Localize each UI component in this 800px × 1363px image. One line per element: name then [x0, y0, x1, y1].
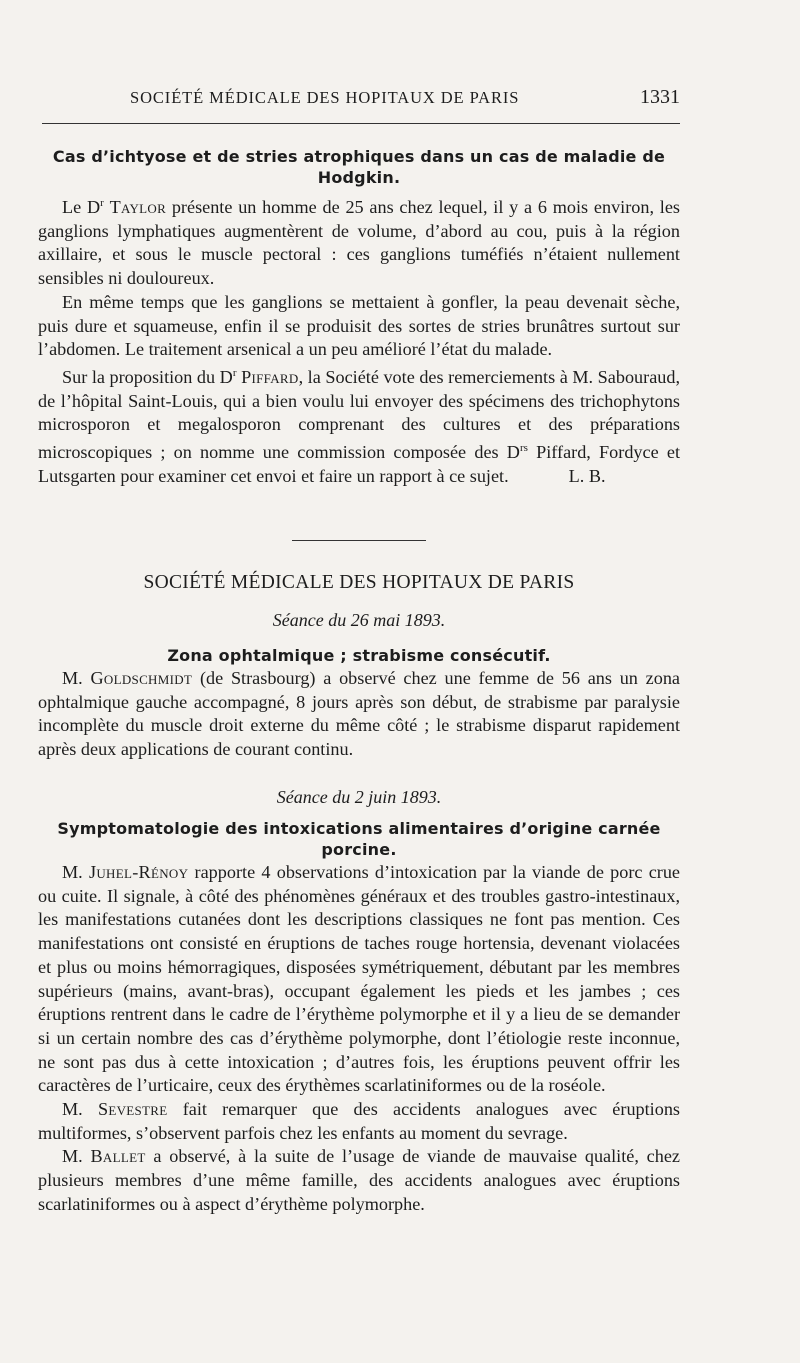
article-zona	[38, 645, 680, 666]
paragraph: M. Juhel-Rénoy rapporte 4 observations d’intoxication par la viande de porc crue ou cuite. Il signale, à côté des phénomènes généraux et des troubles gastro-intestinaux, les manifestations cutanées dont les descriptions classiques ne font pas mention. Ces manifestations ont consisté en éruptions de taches rouge hortensia, devenant violacées et plus ou moins hémorragiques, disposées symétriquement, débutant par les membres supérieurs (mains, avant-bras), occupant également les pieds et les jambes ; ces éruptions rentrent dans le cadre de l’érythème polymorphe et il y a lieu de se demander si un certain nombre des cas d’érythème polymorphe, dont l’étiologie reste inconnue, ne sont pas dus à cette intoxication ; d’autres fois, les éruptions peuvent offrir les caractères de l’urticaire, ceux des érythèmes scarlatiniformes ou de la roséole.	[38, 862, 680, 1096]
article-porcine	[38, 818, 680, 860]
article-hodgkin	[38, 146, 680, 188]
author-name: Piffard	[241, 367, 299, 388]
author-name: Goldschmidt	[90, 668, 193, 688]
author-name: Sevestre	[97, 1099, 168, 1120]
article-title: Symptomatologie des intoxications alimentaires d’origine carnée porcine.	[57, 819, 661, 859]
signature: L. B.	[568, 465, 606, 486]
author-name: Ballet	[90, 1146, 146, 1167]
article-porcine-body	[38, 861, 680, 1217]
running-title: SOCIÉTÉ MÉDICALE DES HOPITAUX DE PARIS	[130, 88, 520, 107]
paragraph: Le $D^r$ Taylor présente un homme de 25 ans chez lequel, il y a 6 mois environ, les ganglions lymphatiques augmentèrent de volume, d’abord au cou, puis à la région axillaire, et sous le muscle pectoral : ces ganglions tuméfiés n’étaient nullement sensibles ni douloureux.	[38, 197, 680, 289]
author-name: Juhel-Rénoy	[88, 862, 189, 882]
paragraph: M. Sevestre fait remarquer que des accidents analogues avec éruptions multiformes, s’observent parfois chez les enfants au moment du sevrage.	[38, 1099, 680, 1143]
header-rule	[42, 123, 680, 124]
author-name: Taylor	[109, 197, 167, 218]
article-title: Zona ophtalmique ; strabisme consécutif.	[167, 646, 551, 665]
article-title: Cas d’ichtyose et de stries atrophiques dans un cas de maladie de Hodgkin.	[52, 147, 666, 187]
seance-date: Séance du 2 juin 1893.	[276, 787, 442, 807]
article-hodgkin-body	[38, 192, 680, 489]
article-zona-body	[38, 667, 680, 762]
section-divider	[292, 540, 426, 541]
running-head	[38, 86, 680, 112]
paragraph: Sur la proposition du $D^r$ Piffard, la Société vote des remerciements à M. Sabouraud, de l’hôpital Saint-Louis, qui a bien voulu lui envoyer des spécimens des trichophytons microsporon et megalosporon comprenant des cultures et des préparations microscopiques ; on nomme une commission composée des $D^{rs}$ Piffard, Fordyce et Lutsgarten pour examiner cet envoi et faire un rapport à ce sujet. L. B.	[38, 366, 680, 486]
page-number: 1331	[640, 86, 680, 108]
paragraph: En même temps que les ganglions se mettaient à gonfler, la peau devenait sèche, puis dure et squameuse, enfin il se produisit des sortes de stries brunâtres surtout sur l’abdomen. Le traitement arsenical a un peu amélioré l’état du malade.	[38, 291, 680, 360]
seance-date: Séance du 26 mai 1893.	[272, 610, 446, 630]
paragraph: M. Goldschmidt (de Strasbourg) a observé chez une femme de 56 ans un zona ophtalmique gauche accompagné, 8 jours après son début, de strabisme par paralysie incomplète du muscle droit externe du même côté ; le strabisme disparut rapidement après deux applications de courant continu.	[38, 668, 681, 760]
paragraph: M. Ballet a observé, à la suite de l’usage de viande de mauvaise qualité, chez plusieurs membres d’une même famille, des accidents analogues avec éruptions scarlatiniformes ou à aspect d’érythème polymorphe.	[38, 1146, 680, 1214]
section-title: SOCIÉTÉ MÉDICALE DES HOPITAUX DE PARIS	[143, 572, 575, 593]
